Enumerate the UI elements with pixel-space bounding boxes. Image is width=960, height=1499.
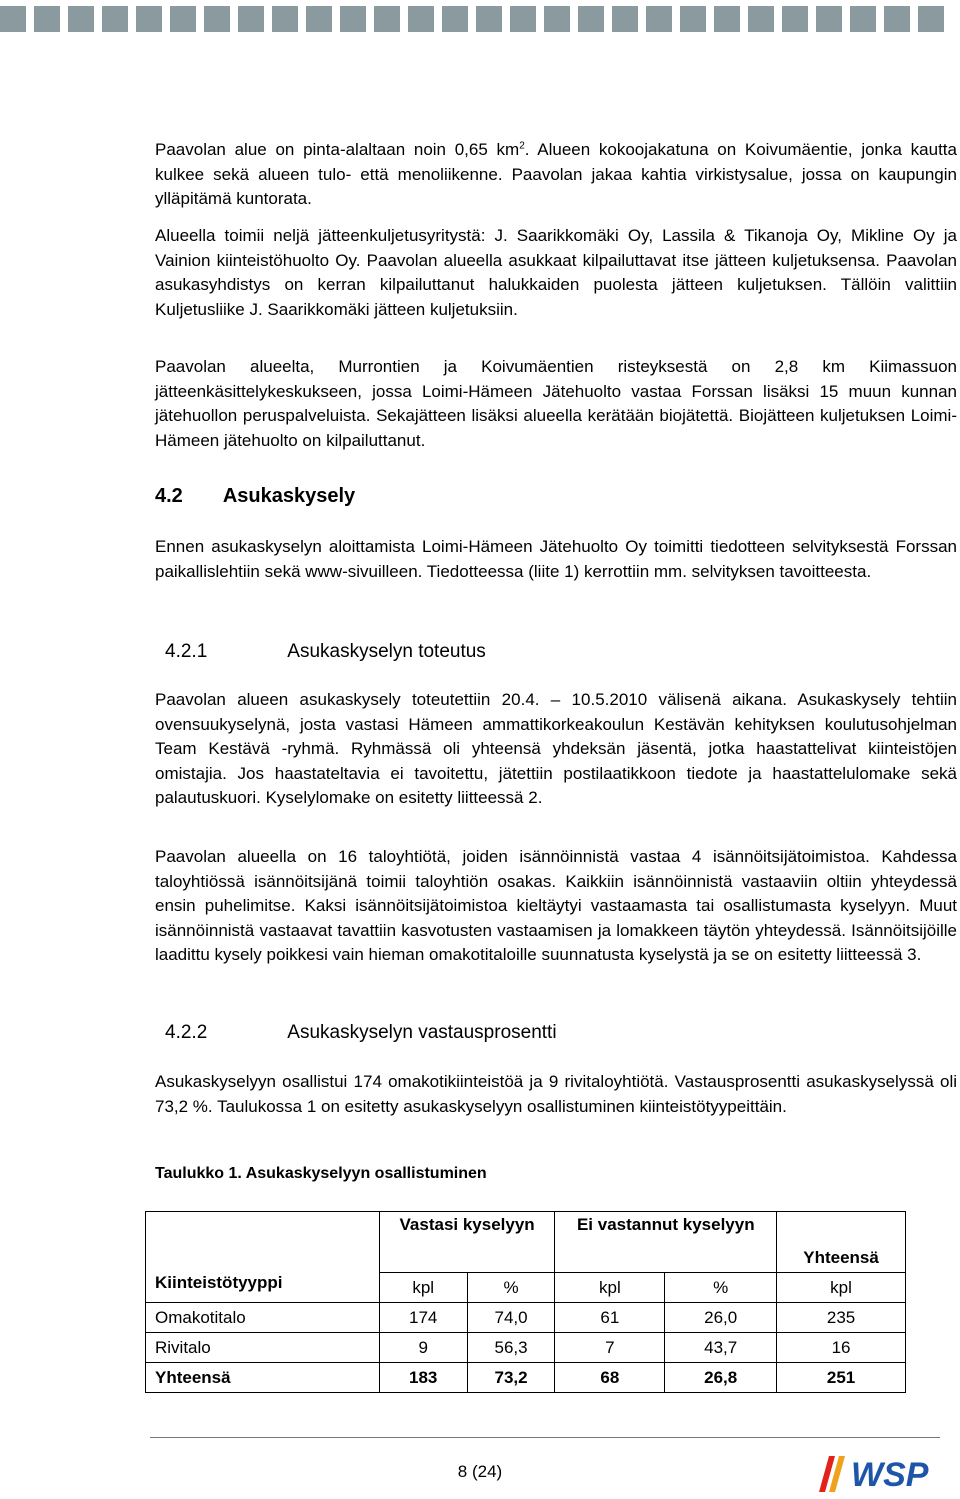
paragraph-5: Paavolan alueen asukaskysely toteutettiin 20.4. – 10.5.2010 välisenä aikana. Asukaskysely tehtiin ovensuukyselynä, josta vastasi Hämeen ammattikorkeakoulun Kestävän kehityksen koulutusohjelman Team Kestävä -ryhmä. Ryhmässä oli yhteensä yhdeksän jäsentä, jotka haastattelivat kiinteistöjen omistajia. Jos haastateltavia ei tavoitettu, jätettiin postilaatikkoon tiedote ja haastattelulomake sekä palautuskuori. Kyselylomake on esitetty liitteessä 2. bbox=[155, 690, 957, 807]
header-square bbox=[680, 6, 706, 32]
logo-text: WSP bbox=[851, 1456, 929, 1494]
unit-cell: kpl bbox=[555, 1273, 665, 1303]
header-square bbox=[204, 6, 230, 32]
table-row bbox=[146, 1303, 906, 1333]
section-heading-4-2-2: 4.2.2 Asukaskyselyn vastausprosentti bbox=[165, 1022, 557, 1043]
header-square bbox=[0, 6, 26, 32]
row-type: Yhteensä bbox=[146, 1363, 380, 1393]
section-heading-4-2: 4.2 Asukaskysely bbox=[155, 485, 356, 507]
header-vastasi: Vastasi kyselyyn bbox=[379, 1212, 555, 1273]
header-square bbox=[850, 6, 876, 32]
header-square bbox=[340, 6, 366, 32]
header-square bbox=[544, 6, 570, 32]
header-square bbox=[408, 6, 434, 32]
paragraph-6: Paavolan alueella on 16 taloyhtiötä, joiden isännöinnistä vastaa 4 isännöitsijätoimistoa. Kahdessa taloyhtiössä isännöitsijänä toimii taloyhtiön osakas. Kaikkiin isännöinnistä vastaaviin oltiin yhteydessä ensin puhelimitse. Kaksi isännöitsijätoimistoa kieltäytyi vastaamasta tai osallistumasta kyselyyn. Muut isännöinnistä vastaavat tavattiin kasvotusten vastaamisen ja lomakkeen täytön yhteydessä. Isännöitsijöille laadittu kysely poikkesi vain hieman omakotitaloille suunnatusta kyselystä ja se on esitetty liitteessä 3. bbox=[155, 847, 957, 964]
table-cell: 68 bbox=[555, 1363, 665, 1393]
unit-cell: kpl bbox=[777, 1273, 906, 1303]
header-square bbox=[102, 6, 128, 32]
header-square bbox=[442, 6, 468, 32]
header-square bbox=[68, 6, 94, 32]
paragraph-1: Paavolan alue on pinta-alaltaan noin 0,65 $km^2$. Alueen kokoojakatuna on Koivumäentie, jonka kautta kulkee sekä alueen tulo- että menoliikenne. Paavolan jakaa kahtia virkistysalue, jossa on kaupungin ylläpitämä kuntorata. bbox=[155, 140, 957, 208]
table-caption: Taulukko 1. Asukaskyselyyn osallistuminen bbox=[155, 1165, 487, 1182]
table-cell: 9 bbox=[379, 1333, 467, 1363]
table-cell: 251 bbox=[777, 1363, 906, 1393]
table-cell: 7 bbox=[555, 1333, 665, 1363]
participation-table bbox=[145, 1211, 906, 1393]
header-square bbox=[816, 6, 842, 32]
header-square bbox=[238, 6, 264, 32]
paragraph-3: Paavolan alueelta, Murrontien ja Koivumäentien risteyksestä on 2,8 km Kiimassuon jätteenkäsittelykeskukseen, jossa Loimi-Hämeen Jätehuolto vastaa Forssan lisäksi 15 muun kunnan jätehuollon peruspalveluista. Sekajätteen lisäksi alueella kerätään biojätettä. Biojätteen kuljetuksen Loimi-Hämeen jätehuolto on kilpailuttanut. bbox=[155, 357, 957, 450]
header-square bbox=[612, 6, 638, 32]
table-header-row bbox=[146, 1212, 906, 1273]
table-row bbox=[146, 1333, 906, 1363]
row-type: Omakotitalo bbox=[146, 1303, 380, 1333]
table-cell: 56,3 bbox=[467, 1333, 555, 1363]
table-cell: 61 bbox=[555, 1303, 665, 1333]
header-square bbox=[884, 6, 910, 32]
footer-divider bbox=[150, 1437, 940, 1438]
header-square bbox=[272, 6, 298, 32]
header-kiinteistotyyppi: Kiinteistötyyppi bbox=[146, 1273, 380, 1303]
table-cell: 73,2 bbox=[467, 1363, 555, 1393]
wsp-logo-icon bbox=[815, 1448, 950, 1496]
table-cell: 74,0 bbox=[467, 1303, 555, 1333]
header-empty-cell bbox=[146, 1212, 380, 1273]
table-units-row bbox=[146, 1273, 906, 1303]
table-cell: 16 bbox=[777, 1333, 906, 1363]
page-number: 8 (24) bbox=[457, 1462, 503, 1481]
table-total-row bbox=[146, 1363, 906, 1393]
table-cell: 183 bbox=[379, 1363, 467, 1393]
unit-cell: kpl bbox=[379, 1273, 467, 1303]
header-square bbox=[578, 6, 604, 32]
header-ei-vastannut: Ei vastannut kyselyyn bbox=[555, 1212, 777, 1273]
row-type: Rivitalo bbox=[146, 1333, 380, 1363]
table-cell: 26,0 bbox=[665, 1303, 777, 1333]
header-square bbox=[170, 6, 196, 32]
header-square bbox=[476, 6, 502, 32]
header-square bbox=[714, 6, 740, 32]
header-yhteensa: Yhteensä bbox=[777, 1212, 906, 1273]
header-square bbox=[136, 6, 162, 32]
paragraph-4: Ennen asukaskyselyn aloittamista Loimi-Hämeen Jätehuolto Oy toimitti tiedotteen selvityksestä Forssan paikallislehtiin sekä www-sivuilleen. Tiedotteessa (liite 1) kerrottiin mm. selvityksen tavoitteesta. bbox=[155, 537, 957, 581]
header-square bbox=[748, 6, 774, 32]
header-square bbox=[646, 6, 672, 32]
header-square bbox=[510, 6, 536, 32]
table-cell: 174 bbox=[379, 1303, 467, 1333]
header-square bbox=[306, 6, 332, 32]
unit-cell: % bbox=[665, 1273, 777, 1303]
section-heading-4-2-1: 4.2.1 Asukaskyselyn toteutus bbox=[165, 641, 486, 662]
table-cell: 26,8 bbox=[665, 1363, 777, 1393]
paragraph-2: Alueella toimii neljä jätteenkuljetusyritystä: J. Saarikkomäki Oy, Lassila & Tikanoja Oy, Mikline Oy ja Vainion kiinteistöhuolto Oy. Paavolan alueella asukkaat kilpailuttavat itse jätteen kuljetuksensa. Paavolan asukasyhdistys on kerran kilpailuttanut halukkaiden puolesta jätteen kuljetuksen. Tällöin valittiin Kuljetusliike J. Saarikkomäki jätteen kuljetuksiin. bbox=[155, 226, 957, 319]
header-square bbox=[782, 6, 808, 32]
table-cell: 235 bbox=[777, 1303, 906, 1333]
header-squares bbox=[0, 6, 960, 32]
header-square bbox=[34, 6, 60, 32]
header-square bbox=[918, 6, 944, 32]
paragraph-7: Asukaskyselyyn osallistui 174 omakotikiinteistöä ja 9 rivitaloyhtiötä. Vastausprosentti asukaskyselyssä oli 73,2 %. Taulukossa 1 on esitetty asukaskyselyyn osallistuminen kiinteistötyypeittäin. bbox=[155, 1072, 957, 1116]
header-square bbox=[374, 6, 400, 32]
unit-cell: % bbox=[467, 1273, 555, 1303]
table-cell: 43,7 bbox=[665, 1333, 777, 1363]
